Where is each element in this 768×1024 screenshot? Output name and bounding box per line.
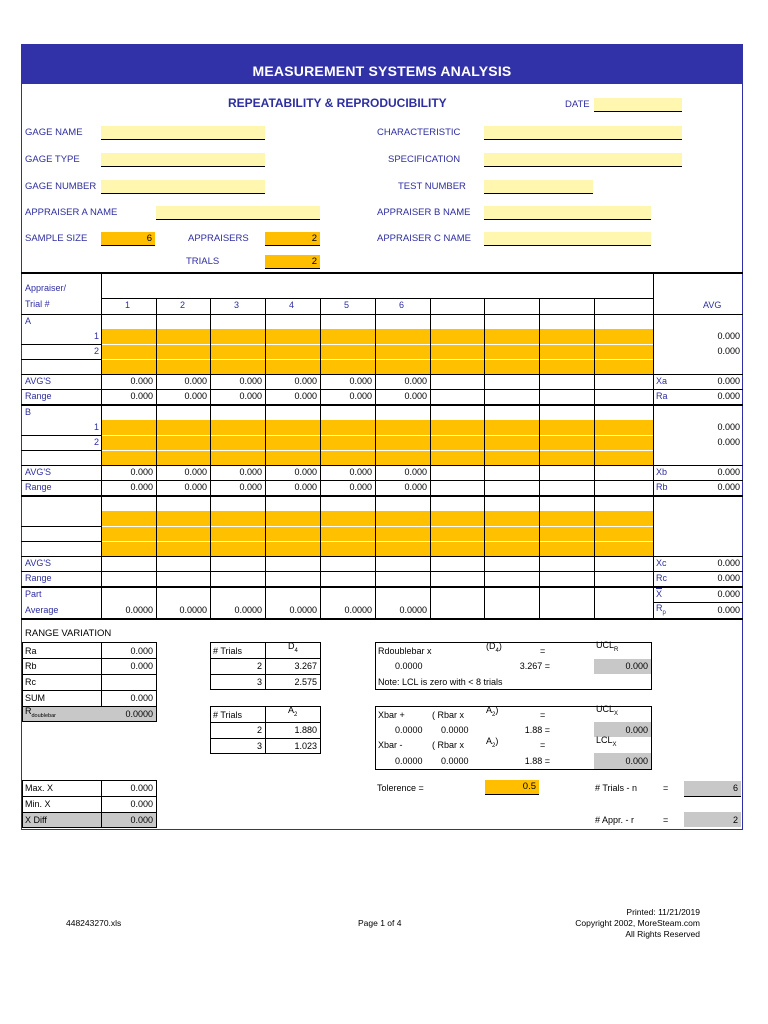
rule [156, 298, 157, 618]
rc-label: Rc [656, 573, 667, 583]
x-diff-value: 0.000 [130, 815, 153, 825]
xbar-minus-label: Xbar - [378, 740, 403, 750]
rule [375, 298, 376, 618]
rule [265, 298, 266, 618]
rule [653, 602, 743, 603]
appraiser-a-field[interactable] [156, 206, 320, 220]
c-trial-1-band[interactable] [102, 511, 653, 526]
c-avgs-label: AVG'S [25, 558, 52, 568]
rc-value: 0.000 [717, 573, 740, 583]
a2-value-2: 1.880 [294, 725, 317, 735]
specification-label: SPECIFICATION [388, 154, 461, 165]
rule [21, 586, 743, 588]
rule [21, 556, 743, 557]
xb-label: Xb [656, 467, 668, 477]
ucl-x-header: $UCL_X$ [596, 704, 619, 717]
rule [21, 495, 743, 497]
col-header-3: 3 [234, 300, 240, 310]
ra-label: Ra [656, 391, 668, 401]
gage-type-field[interactable] [101, 153, 265, 167]
rule [21, 404, 743, 406]
b-avg-cell: 0.000 [294, 467, 317, 477]
trials-field[interactable]: 2 [265, 255, 320, 269]
col-header-1: 1 [125, 300, 131, 310]
rbar-x-label-2: ( Rbar x [432, 740, 465, 750]
rule [21, 480, 743, 481]
footer-filename: 448243270.xls [66, 918, 122, 928]
x-label: $\overline{X}$ [656, 589, 663, 599]
appraiser-c-label: APPRAISER C NAME [377, 233, 471, 244]
b-range-cell: 0.000 [130, 482, 153, 492]
rp-value: 0.000 [717, 605, 740, 615]
xa-label: Xa [656, 376, 668, 386]
a2-value-3: 1.023 [294, 741, 317, 751]
a-trial-3-band[interactable] [102, 360, 653, 374]
appraisers-field[interactable]: 2 [265, 232, 320, 246]
a-range-cell: 0.000 [294, 391, 317, 401]
rule [210, 722, 321, 723]
col-header-4: 4 [289, 300, 295, 310]
rule [430, 298, 431, 618]
a-trial-2-band[interactable] [102, 345, 653, 359]
rule [210, 674, 321, 675]
a-trial-2-avg: 0.000 [717, 346, 740, 356]
max-x-label: Max. X [25, 783, 54, 793]
lcl-x-a2-value: 1.88 = [524, 756, 550, 766]
b-avg-cell: 0.000 [404, 467, 427, 477]
ucl-r-d4-header: $(D_4)$ [486, 641, 502, 654]
lcl-x-header: $LCL_X$ [596, 735, 617, 748]
b-trial-2-band[interactable] [102, 436, 653, 450]
footer-rights: All Rights Reserved [625, 929, 700, 939]
lcl-x-rbar-value: 0.0000 [441, 756, 469, 766]
rule [101, 272, 102, 618]
b-trial-1-avg: 0.000 [717, 422, 740, 432]
trials-n-equals: = [663, 783, 669, 793]
a-range-cell: 0.000 [349, 391, 372, 401]
ra-value: 0.000 [717, 391, 740, 401]
sample-size-field[interactable]: 6 [101, 232, 155, 246]
tolerence-label: Tolerence = [377, 783, 424, 793]
appr-r-label: # Appr. - r [595, 815, 635, 825]
part-average-cell: 0.0000 [289, 605, 317, 615]
d4-trials-2: 2 [256, 661, 262, 671]
rule [21, 374, 743, 375]
b-trial-1-band[interactable] [102, 420, 653, 435]
b-range-cell: 0.000 [184, 482, 207, 492]
footer-printed: Printed: 11/21/2019 [626, 907, 700, 917]
appr-r-equals: = [663, 815, 669, 825]
a-trial-1-band[interactable] [102, 329, 653, 344]
a-range-cell: 0.000 [184, 391, 207, 401]
trials-n-label: # Trials - n [595, 783, 638, 793]
rv-rb-value: 0.000 [130, 661, 153, 671]
a-avgs-label: AVG'S [25, 376, 52, 386]
rule [653, 272, 654, 618]
rule [21, 526, 102, 527]
b-range-cell: 0.000 [239, 482, 262, 492]
lcl-x-value: 0.000 [625, 756, 648, 766]
rb-label: Rb [656, 482, 668, 492]
ucl-x-equals: = [540, 710, 546, 720]
rule [539, 298, 540, 618]
min-x-label: Min. X [25, 799, 51, 809]
b-trial-3-band[interactable] [102, 451, 653, 465]
c-trial-2-band[interactable] [102, 527, 653, 541]
rule [102, 298, 653, 299]
ucl-x-rbar-value: 0.0000 [441, 725, 469, 735]
test-number-label: TEST NUMBER [398, 181, 466, 192]
a2-col-header: $A_2$) [486, 705, 499, 718]
characteristic-field[interactable] [484, 126, 682, 140]
rv-sum-value: 0.000 [130, 693, 153, 703]
page-title: MEASUREMENT SYSTEMS ANALYSIS [21, 44, 743, 84]
appraiser-b-row-label: B [25, 407, 32, 417]
tolerence-field[interactable]: 0.5 [485, 780, 539, 795]
a2-trials-3: 3 [256, 741, 262, 751]
footer-page-number: Page 1 of 4 [358, 918, 402, 928]
col-header-5: 5 [344, 300, 350, 310]
rule [21, 272, 743, 274]
b-avg-cell: 0.000 [184, 467, 207, 477]
d4-value-3: 2.575 [294, 677, 317, 687]
ucl-r-value: 0.000 [625, 661, 648, 671]
xb-value: 0.000 [717, 467, 740, 477]
rule [210, 738, 321, 739]
ucl-r-rdoublebar-header: Rdoublebar x [378, 646, 432, 656]
a2-trials-header: # Trials [213, 710, 243, 720]
footer-copyright: Copyright 2002, MoreSteam.com [575, 918, 700, 928]
rule [21, 541, 102, 542]
appraiser-a-label: APPRAISER A NAME [25, 207, 118, 218]
lcl-note: Note: LCL is zero with < 8 trials [378, 677, 503, 687]
average-label: Average [25, 605, 59, 615]
appraiser-trial-label: Appraiser/ [25, 283, 67, 293]
date-field[interactable] [594, 98, 682, 112]
rv-rc-label: Rc [25, 677, 36, 687]
ucl-x-a2-value: 1.88 = [524, 725, 550, 735]
part-average-cell: 0.0000 [125, 605, 153, 615]
part-label: Part [25, 589, 42, 599]
xbar-plus-label: Xbar + [378, 710, 405, 720]
ucl-r-rdoublebar-value: 0.0000 [395, 661, 423, 671]
rule [320, 298, 321, 618]
trial-1-label: 1 [93, 422, 99, 432]
characteristic-label: CHARACTERISTIC [377, 127, 461, 138]
rule [594, 298, 595, 618]
b-range-label: Range [25, 482, 52, 492]
gage-type-label: GAGE TYPE [25, 154, 80, 165]
rp-label: $R_p$ [656, 603, 666, 616]
rule [21, 389, 743, 390]
ucl-x-xbar-value: 0.0000 [395, 725, 423, 735]
a-avg-cell: 0.000 [239, 376, 262, 386]
d4-trials-header: # Trials [213, 646, 243, 656]
b-avg-cell: 0.000 [239, 467, 262, 477]
rv-sum-label: SUM [25, 693, 45, 703]
a2-header: $A_2$ [288, 705, 298, 718]
b-range-cell: 0.000 [294, 482, 317, 492]
gage-name-label: GAGE NAME [25, 127, 83, 138]
a-avg-cell: 0.000 [184, 376, 207, 386]
rule [21, 465, 743, 466]
trials-label: TRIALS [186, 256, 220, 267]
appr-r-value: 2 [732, 815, 738, 825]
rule [22, 690, 157, 691]
ucl-r-header: $UCL_R$ [596, 640, 619, 653]
rbar-x-label: ( Rbar x [432, 710, 465, 720]
avg-header: AVG [703, 300, 722, 310]
part-average-cell: 0.0000 [399, 605, 427, 615]
rule [21, 618, 743, 620]
d4-value-2: 3.267 [294, 661, 317, 671]
b-avg-cell: 0.000 [130, 467, 153, 477]
b-trial-2-avg: 0.000 [717, 437, 740, 447]
b-avg-cell: 0.000 [349, 467, 372, 477]
trial-1-label: 1 [93, 331, 99, 341]
appraiser-c-field[interactable] [484, 232, 651, 246]
rv-ra-label: Ra [25, 646, 37, 656]
rule [22, 658, 157, 659]
sample-size-label: SAMPLE SIZE [25, 233, 88, 244]
a-trial-1-avg: 0.000 [717, 331, 740, 341]
part-average-cell: 0.0000 [179, 605, 207, 615]
gage-number-label: GAGE NUMBER [25, 181, 97, 192]
col-header-2: 2 [180, 300, 186, 310]
rule [21, 359, 102, 360]
specification-field[interactable] [484, 153, 682, 167]
rule [210, 298, 211, 618]
rule [21, 344, 102, 345]
a2-col-header-2: $A_2$) [486, 736, 499, 749]
a-avg-cell: 0.000 [404, 376, 427, 386]
a-range-cell: 0.000 [404, 391, 427, 401]
x-value: 0.000 [717, 589, 740, 599]
gage-number-field[interactable] [101, 180, 265, 194]
max-x-value: 0.000 [130, 783, 153, 793]
gage-name-field[interactable] [101, 126, 265, 140]
appraiser-trial-label-2: Trial # [25, 299, 50, 309]
test-number-field[interactable] [484, 180, 593, 194]
page-subtitle: REPEATABILITY & REPRODUCIBILITY [228, 96, 447, 110]
d4-trials-3: 3 [256, 677, 262, 687]
rule [22, 812, 157, 813]
b-range-cell: 0.000 [349, 482, 372, 492]
rule [21, 571, 743, 572]
rule [21, 450, 102, 451]
rv-rdoublebar-value: 0.0000 [125, 709, 153, 719]
ucl-r-d4-value: 3.267 = [519, 661, 550, 671]
c-range-label: Range [25, 573, 52, 583]
b-range-cell: 0.000 [404, 482, 427, 492]
a-avg-cell: 0.000 [130, 376, 153, 386]
lcl-x-xbar-value: 0.0000 [395, 756, 423, 766]
a2-trials-2: 2 [256, 725, 262, 735]
a-avg-cell: 0.000 [349, 376, 372, 386]
a-range-label: Range [25, 391, 52, 401]
x-diff-label: X Diff [25, 815, 47, 825]
rule [210, 658, 321, 659]
rv-rb-label: Rb [25, 661, 37, 671]
c-trial-3-band[interactable] [102, 542, 653, 556]
a-range-cell: 0.000 [239, 391, 262, 401]
rule [22, 674, 157, 675]
rule [484, 298, 485, 618]
trial-2-label: 2 [93, 346, 99, 356]
xc-value: 0.000 [717, 558, 740, 568]
appraiser-b-field[interactable] [484, 206, 651, 220]
lcl-x-equals: = [540, 740, 546, 750]
range-variation-title: RANGE VARIATION [25, 628, 112, 639]
rule [21, 435, 102, 436]
appraiser-b-label: APPRAISER B NAME [377, 207, 471, 218]
xc-label: Xc [656, 558, 667, 568]
a-avg-cell: 0.000 [294, 376, 317, 386]
trial-2-label: 2 [93, 437, 99, 447]
ucl-r-equals: = [540, 646, 546, 656]
min-x-value: 0.000 [130, 799, 153, 809]
rb-value: 0.000 [717, 482, 740, 492]
ucl-x-value: 0.000 [625, 725, 648, 735]
d4-header: $D_4$ [288, 641, 298, 654]
appraiser-a-row-label: A [25, 316, 32, 326]
a-range-cell: 0.000 [130, 391, 153, 401]
rv-ra-value: 0.000 [130, 646, 153, 656]
part-average-cell: 0.0000 [234, 605, 262, 615]
col-header-6: 6 [399, 300, 405, 310]
date-label: DATE [565, 99, 590, 110]
b-avgs-label: AVG'S [25, 467, 52, 477]
trials-n-value: 6 [732, 783, 738, 793]
appraisers-label: APPRAISERS [188, 233, 249, 244]
xa-value: 0.000 [717, 376, 740, 386]
rule [21, 314, 743, 315]
rule [22, 796, 157, 797]
rv-rdoublebar-label: $R_{doublebar}$ [25, 706, 56, 719]
part-average-cell: 0.0000 [344, 605, 372, 615]
